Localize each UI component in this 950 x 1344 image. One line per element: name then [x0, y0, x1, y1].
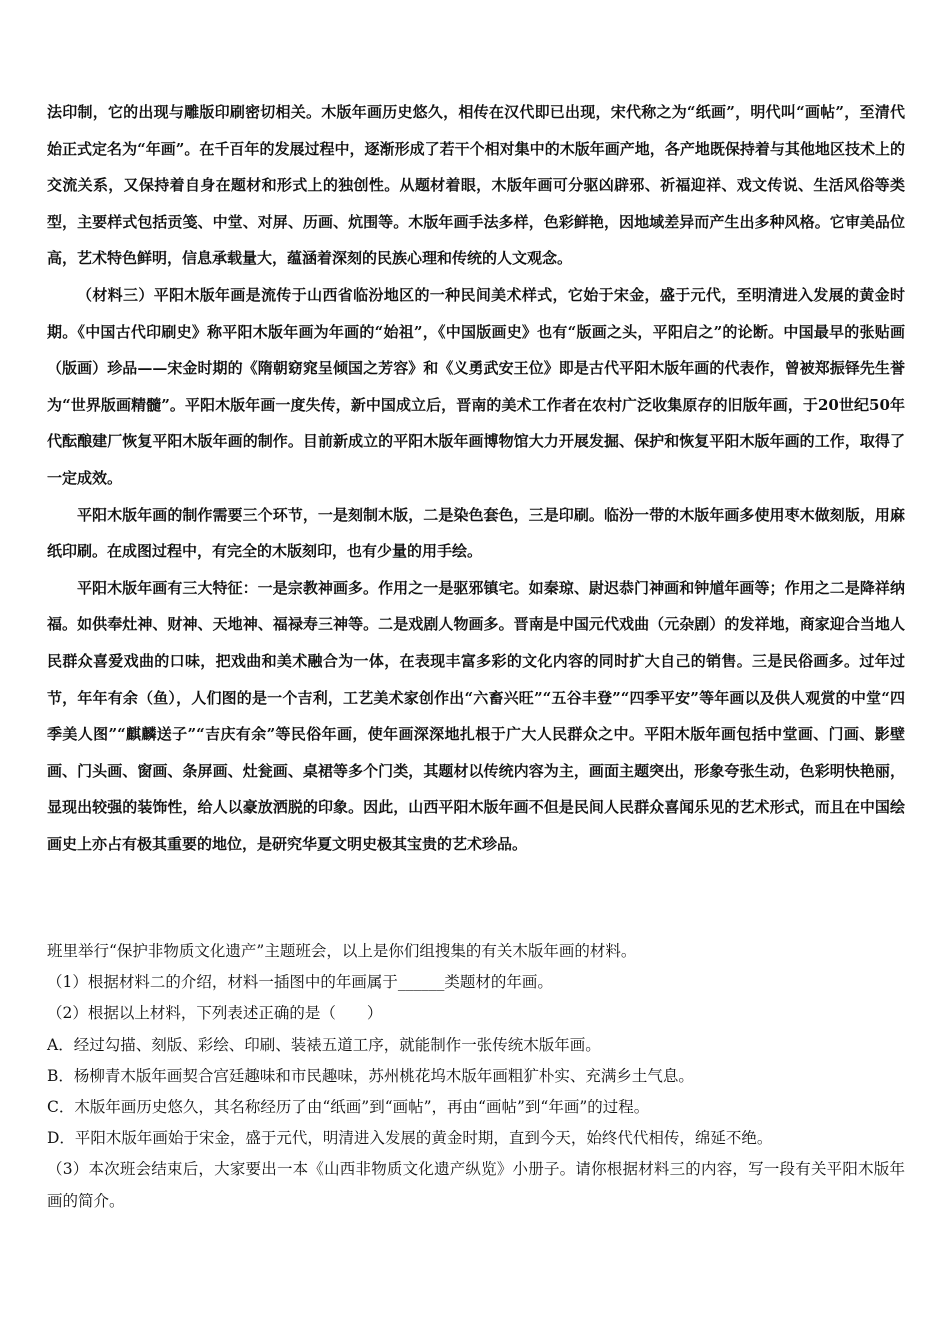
question-1: （1）根据材料二的介绍，材料一插图中的年画属于______类题材的年画。 — [47, 973, 553, 992]
question-2: （2）根据以上材料，下列表述正确的是（ ） — [47, 1004, 383, 1023]
question-section — [47, 936, 905, 1217]
question-intro: 班里举行“保护非物质文化遗产”主题班会，以上是你们组搜集的有关木版年画的材料。 — [47, 942, 637, 960]
option-a: A．经过勾描、刻版、彩绘、印刷、装裱五道工序，就能制作一张传统木版年画。 — [47, 1035, 601, 1054]
option-b: B．杨柳青木版年画契合宫廷趣味和市民趣味，苏州桃花坞木版年画粗犷朴实、充满乡土气息。 — [47, 1066, 694, 1085]
option-d: D．平阳木版年画始于宋金，盛于元代，明清进入发展的黄金时期，直到今天，始终代代相传，绵延不绝。 — [47, 1129, 773, 1148]
passage-paragraph-production: 平阳木版年画的制作需要三个环节，一是刻制木版，二是染色套色，三是印刷。临汾一带的木版年画多使用枣木做刻版，用麻纸印刷。在成图过程中，有完全的木版刻印，也有少量的用手绘。 — [47, 505, 905, 561]
passage-paragraph-material-three: （材料三）平阳木版年画是流传于山西省临汾地区的一种民间美术样式，它始于宋金，盛于元代，至明清进入发展的黄金时期。《中国古代印刷史》称平阳木版年画为年画的“始祖”，《中国版画史》也有“版画之头，平阳启之”的论断。中国最早的张贴画（版画）珍品——宋金时期的《隋朝窈窕呈倾国之芳容》和《义勇武安王位》即是古代平阳木版年画的代表作，曾被郑振铎先生誉为“世界版画精髓”。平阳木版年画一度失传，新中国成立后，晋南的美术工作者在农村广泛收集原存的旧版年画，于20世纪50年代酝酿建厂恢复平阳木版年画的制作。目前新成立的平阳木版年画博物馆大力开展发掘、保护和恢复平阳木版年画的工作，取得了一定成效。 — [47, 285, 905, 487]
option-c: C．木版年画历史悠久，其名称经历了由“纸画”到“画帖”，再由“画帖”到“年画”的过程。 — [47, 1098, 650, 1117]
question-3: （3）本次班会结束后，大家要出一本《山西非物质文化遗产纵览》小册子。请你根据材料三的内容，写一段有关平阳木版年画的简介。 — [47, 1160, 905, 1210]
reading-passage — [47, 94, 905, 862]
passage-paragraph-material-two: 法印制，它的出现与雕版印刷密切相关。木版年画历史悠久，相传在汉代即已出现，宋代称之为“纸画”，明代叫“画帖”，至清代始正式定名为“年画”。在千百年的发展过程中，逐渐形成了若干个相对集中的木版年画产地，各产地既保持着与其他地区技术上的交流关系，又保持着自身在题材和形式上的独创性。从题材着眼，木版年画可分驱凶辟邪、祈福迎祥、戏文传说、生活风俗等类型，主要样式包括贡笺、中堂、对屏、历画、炕围等。木版年画手法多样，色彩鲜艳，因地域差异而产生出多种风格。它审美品位高，艺术特色鲜明，信息承载量大，蕴涵着深刻的民族心理和传统的人文观念。 — [47, 103, 905, 268]
passage-paragraph-features: 平阳木版年画有三大特征：一是宗教神画多。作用之一是驱邪镇宅。如秦琼、尉迟恭门神画和钟馗年画等；作用之二是降祥纳福。如供奉灶神、财神、天地神、福禄寿三神等。二是戏剧人物画多。晋南是中国元代戏曲（元杂剧）的发祥地，商家迎合当地人民群众喜爱戏曲的口味，把戏曲和美术融合为一体，在表现丰富多彩的文化内容的同时扩大自己的销售。三是民俗画多。过年过节，年年有余（鱼），人们图的是一个吉利，工艺美术家创作出“六畜兴旺”“五谷丰登”“四季平安”等年画以及供人观赏的中堂“四季美人图”“麒麟送子”“吉庆有余”等民俗年画，使年画深深地扎根于广大人民群众之中。平阳木版年画包括中堂画、门画、影壁画、门头画、窗画、条屏画、灶瓮画、桌裙等多个门类，其题材以传统内容为主，画面主题突出，形象夸张生动，色彩明快艳丽，显现出较强的装饰性，给人以豪放洒脱的印象。因此，山西平阳木版年画不但是民间人民群众喜闻乐见的艺术形式，而且在中国绘画史上亦占有极其重要的地位，是研究华夏文明史极其宝贵的艺术珍品。 — [47, 578, 905, 853]
